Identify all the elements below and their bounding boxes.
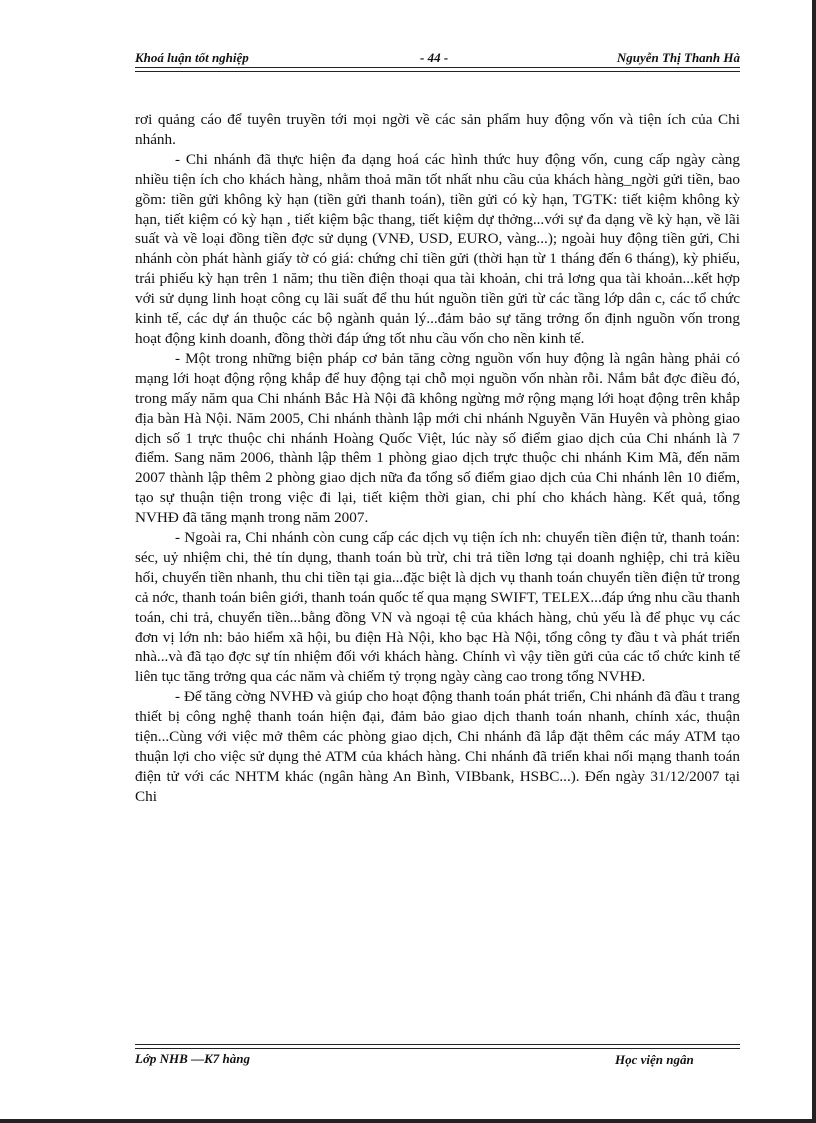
paragraph-3: - Một trong những biện pháp cơ bản tăng cờng nguồn vốn huy động là ngân hàng phải có mạng lới hoạt động rộng khắp để huy động tại chỗ mọi nguồn vốn nhàn rỗi. Nắm bắt đợc điều đó, trong mấy năm qua Chi nhánh Bắc Hà Nội đã không ngừng mở rộng mạng lới hoạt động trên khắp địa bàn Hà Nội. Năm 2005, Chi nhánh thành lập mới chi nhánh Nguyễn Văn Huyên và phòng giao dịch số 1 trực thuộc chi nhánh Hoàng Quốc Việt, lúc này số điểm giao dịch của Chi nhánh là 7 điểm. Sang năm 2006, thành lập thêm 1 phòng giao dịch trực thuộc chi nhánh Kim Mã, đến năm 2007 thành lập thêm 2 phòng giao dịch nữa đa tổng số điểm giao dịch của Chi nhánh lên 10 điểm, tạo sự thuận tiện trong việc đi lại, tiết kiệm thời gian, chi phí cho khách hàng. Kết quả, tổng NVHĐ đã tăng mạnh trong năm 2007. bbox=[135, 349, 740, 527]
footer-institution: Học viện ngân bbox=[615, 1052, 694, 1067]
document-body bbox=[135, 110, 740, 807]
header-thesis-title: Khoá luận tốt nghiệp bbox=[135, 50, 249, 65]
page-header bbox=[135, 46, 740, 70]
footer-rule-thin bbox=[135, 1044, 740, 1045]
paragraph-2: - Chi nhánh đã thực hiện đa dạng hoá các hình thức huy động vốn, cung cấp ngày càng nhiều tiện ích cho khách hàng, nhằm thoả mãn tốt nhất nhu cầu của khách hàng_ngời gửi tiền, bao gồm: tiền gửi không kỳ hạn (tiền gửi thanh toán), tiền gửi có kỳ hạn, TGTK: tiết kiệm không kỳ hạn, tiết kiệm có kỳ hạn , tiết kiệm bậc thang, tiết kiệm dự thởng...với sự đa dạng về kỳ hạn, về lãi suất và về loại đồng tiền đợc sử dụng (VNĐ, USD, EURO, vàng...); ngoài huy động tiền gửi, Chi nhánh còn phát hành giấy tờ có giá: chứng chỉ tiền gửi (thời hạn từ 1 tháng đến 6 tháng), kỳ phiếu, trái phiếu kỳ hạn trên 1 năm; thu tiền điện thoại qua tài khoản, chi trả lơng qua tài khoản...kết hợp với sử dụng linh hoạt công cụ lãi suất để thu hút nguồn tiền gửi từ các tầng lớp dân c, các tổ chức kinh tế, các dự án thuộc các bộ ngành quản lý...đảm bảo sự tăng trởng ổn định nguồn vốn trong hoạt động kinh doanh, đồng thời đáp ứng tốt nhu cầu vốn cho nền kinh tế. bbox=[135, 150, 740, 347]
footer-rule bbox=[135, 1048, 740, 1049]
paragraph-5: - Để tăng cờng NVHĐ và giúp cho hoạt động thanh toán phát triển, Chi nhánh đã đầu t trang thiết bị công nghệ thanh toán hiện đại, đảm bảo giao dịch thanh toán nhanh, chính xác, thuận tiện...Cùng với việc mở thêm các phòng giao dịch, Chi nhánh đã lắp đặt thêm các máy ATM tạo thuận lợi cho việc sử dụng thẻ ATM của khách hàng. Chi nhánh đã triển khai nối mạng thanh toán điện tử với các NHTM khác (ngân hàng An Bình, VIBbank, HSBC...). Đến ngày 31/12/2007 tại Chi bbox=[135, 688, 740, 805]
paragraph-1: rơi quảng cáo để tuyên truyền tới mọi ngời về các sản phẩm huy động vốn và tiện ích của Chi nhánh. bbox=[135, 111, 740, 148]
header-author: Nguyễn Thị Thanh Hà bbox=[616, 50, 740, 65]
paragraph-4: - Ngoài ra, Chi nhánh còn cung cấp các dịch vụ tiện ích nh: chuyển tiền điện tử, thanh toán: séc, uỷ nhiệm chi, thẻ tín dụng, thanh toán bù trừ, chi trả tiền lơng tại doanh nghiệp, chi trả kiều hối, chuyển tiền nhanh, thu chi tiền tại gia...đặc biệt là dịch vụ thanh toán chuyển tiền điện tử trong cả nớc, thanh toán biên giới, thanh toán quốc tế qua mạng SWIFT, TELEX...đáp ứng nhu cầu thanh toán, chi trả, chuyển tiền...bằng đồng VN và ngoại tệ của khách hàng, chủ yếu là để phục vụ các đơn vị lớn nh: bảo hiểm xã hội, bu điện Hà Nội, kho bạc Hà Nội, tổng công ty đầu t và phát triển nhà...và đã tạo đợc sự tín nhiệm đối với khách hàng. Chính vì vậy tiền gửi của các tổ chức kinh tế liên tục tăng trởng qua các năm và chiếm tỷ trọng ngày càng cao trong tổng NVHĐ. bbox=[135, 529, 740, 686]
page-footer bbox=[135, 1044, 740, 1094]
header-rule bbox=[135, 67, 740, 68]
header-page-number: - 44 - bbox=[420, 50, 449, 65]
header-rule-thin bbox=[135, 71, 740, 72]
footer-class: Lớp NHB —K7 hàng bbox=[135, 1051, 250, 1066]
